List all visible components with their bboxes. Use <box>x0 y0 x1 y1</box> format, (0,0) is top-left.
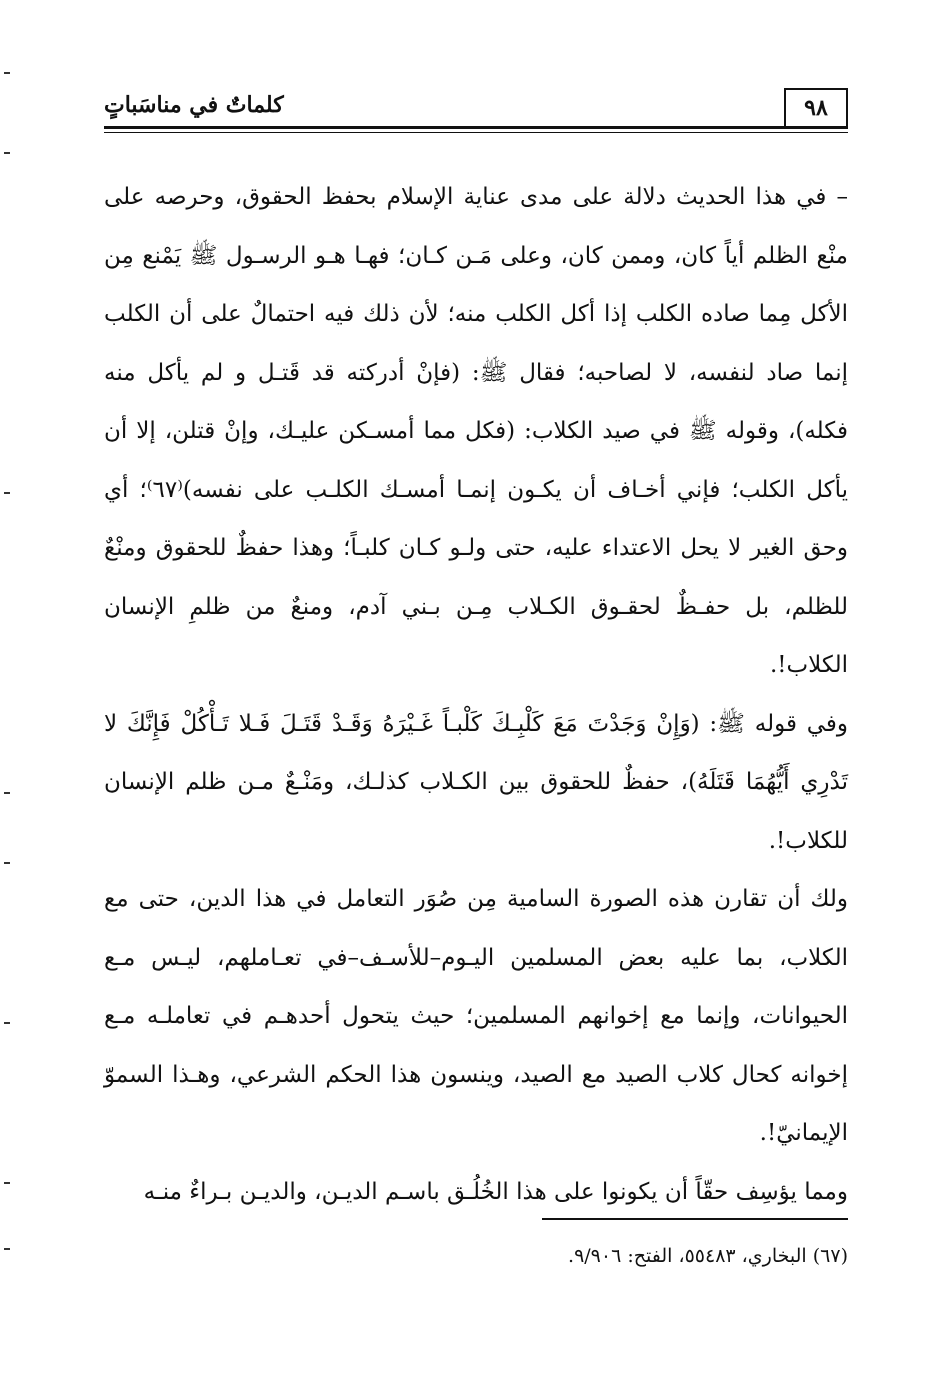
scan-mark <box>4 862 10 864</box>
scan-mark <box>4 492 10 494</box>
header-rule-thin <box>104 132 848 133</box>
header-rule <box>104 126 848 129</box>
scan-mark <box>4 1182 10 1184</box>
paragraph: ولك أن تقارن هذه الصورة السامية مِن صُوَر التعامل في هذا الدين، حتى مع الكلاب، بما عليه بعض المسلمين اليـوم–للأسـف–في تعـاملهم، ليـس مـع الحيوانات، وإنما مع إخوانهم المسلمين؛ حيث يتحول أحدهـم في تعاملـه مـع إخوانه كحال كلاب الصيد مع الصيد، وينسون هذا الحكم الشرعي، وهـذا السموّ الإيمانيّ!. <box>104 886 848 1146</box>
paragraph: – في هذا الحديث دلالة على مدى عناية الإسلام بحفظ الحقوق، وحرصه على منْع الظلم أياً كان، وممن كان، وعلى مَـن كـان؛ فهـا هـو الرسـول ﷺ يَمْنع مِن الأكل مِما صاده الكلب إذا أكل الكلب منه؛ لأن ذلك فيه احتمالٌ على أن الكلب إنما صاد لنفسه، لا لصاحبه؛ فقال ﷺ: (فإنْ أدركته قد قَتـل و لم يأكل منه فكله)، وقوله ﷺ في صيد الكلاب: (فكل مما أمسـكن عليـك، وإنْ قتلن، إلا أن يأكل الكلب؛ فإني أخـاف أن يكـون إنمـا أمسـك الكلـب على نفسه)⁽٦٧⁾؛ أي وحق الغير لا يحل الاعتداء عليه، حتى ولـو كـان كلبـاً؛ وهذا حفظٌ للحقوق ومنْعٌ للظلم، بل حفـظٌ لحقـوق الكـلاب مِـن بـني آدم، ومنعٌ من ظلمِ الإنسان الكلاب!. <box>104 184 848 678</box>
page-number: ٩٨ <box>784 88 848 126</box>
paragraph: ومما يؤسِف حقّاً أن يكونوا على هذا الخُلُـق باسـم الديـن، والديـن بـراءٌ منـه <box>143 1178 848 1205</box>
scan-mark <box>4 1022 10 1024</box>
running-header <box>104 88 848 132</box>
footnote-separator <box>542 1218 848 1220</box>
scan-mark <box>4 792 10 794</box>
running-title: كلماتٌ في مناسَباتٍ <box>104 92 284 118</box>
footnote: (٦٧) البخاري، ٥٥٤٨٣، الفتح: ٩/٩٠٦. <box>568 1245 848 1267</box>
paragraph: وفي قوله ﷺ: (وَإِنْ وَجَدْتَ مَعَ كَلْبِـكَ كَلْبـاً غَـيْرَهُ وَقَـدْ قَتَـلَ فَـلا تَـأْكُلْ فَإِنَّكَ لا تَدْرِي أَيُّهُمَا قَتَلَهُ)، حفظٌ للحقوق بين الكـلاب كذلـك، ومَنْـعٌ مـن ظلم الإنسان للكلاب!. <box>104 710 848 854</box>
scan-mark <box>4 1248 10 1250</box>
body-text <box>104 168 848 1221</box>
scan-mark <box>4 72 10 74</box>
scan-mark <box>4 152 10 154</box>
